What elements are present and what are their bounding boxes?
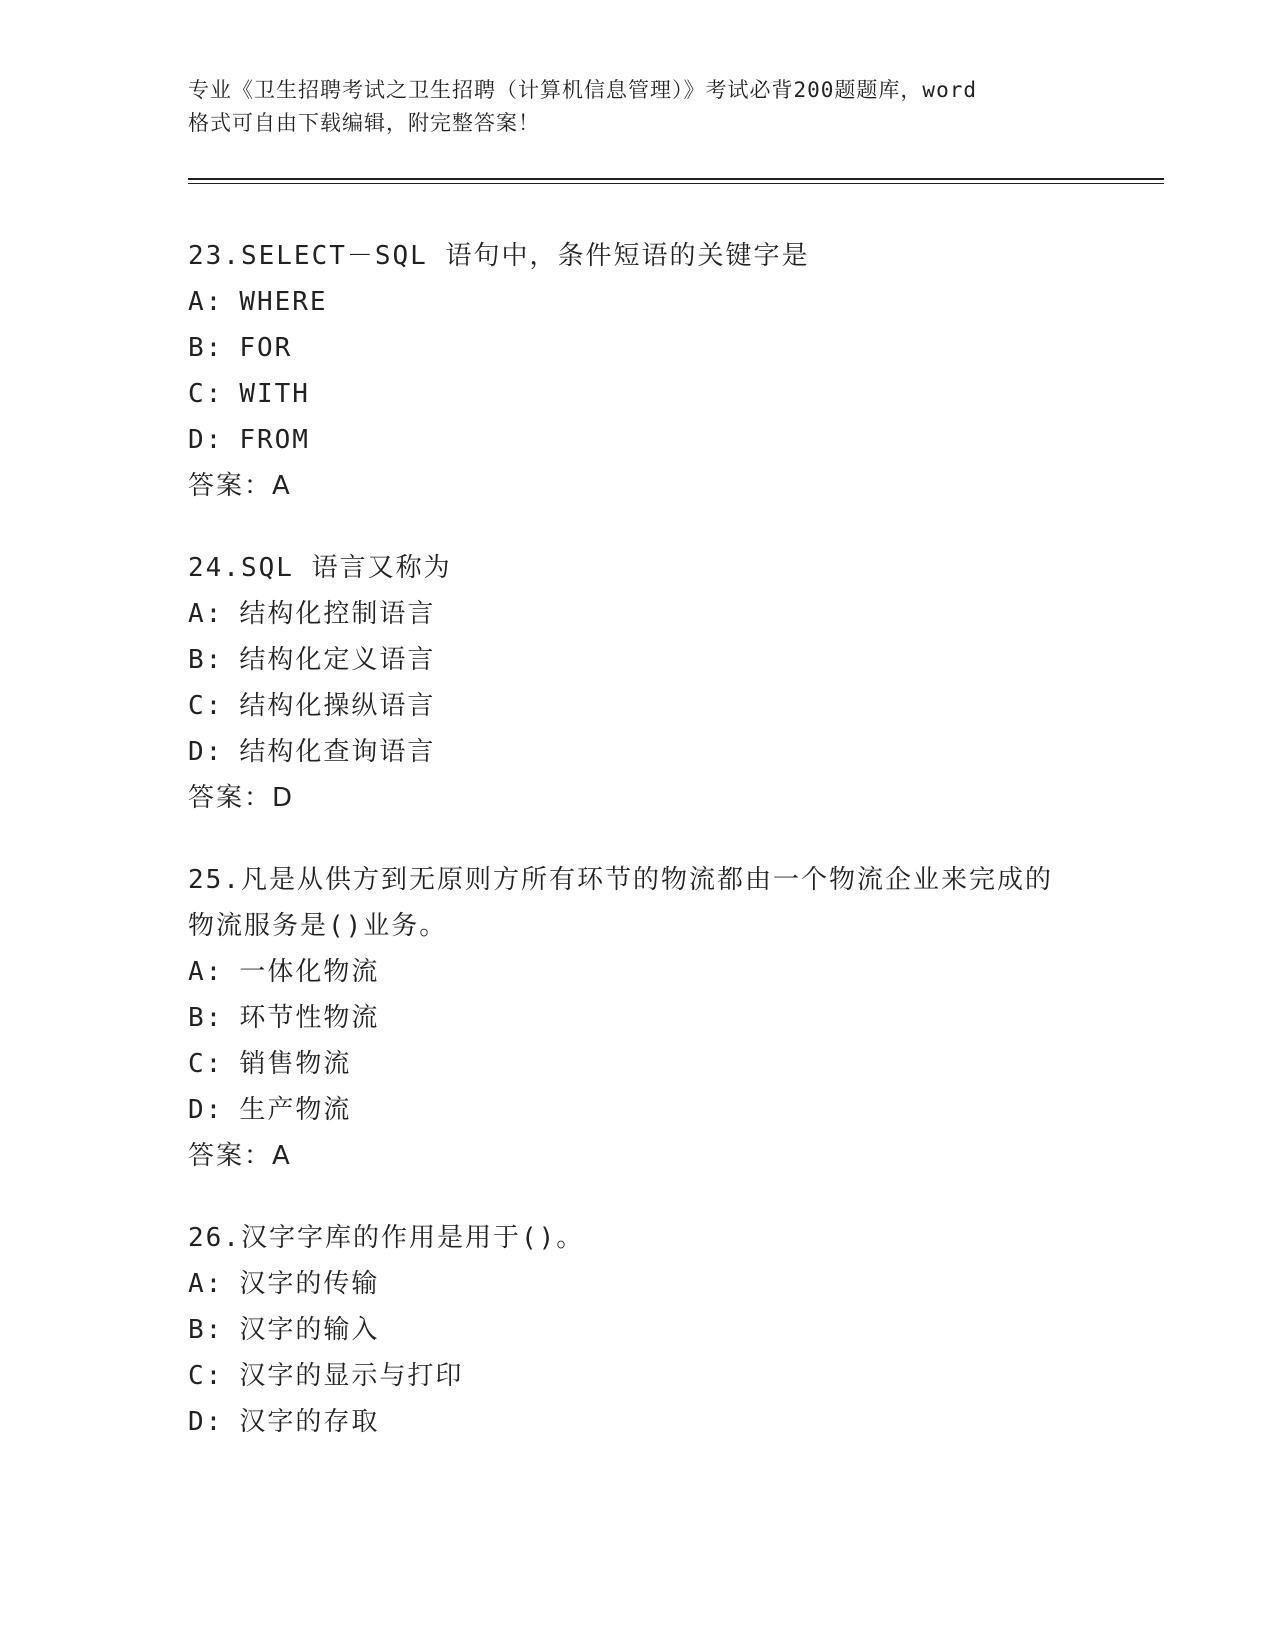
answer-text: 答案：D — [188, 783, 295, 813]
option-b — [188, 325, 1088, 371]
option-text: FOR — [239, 333, 293, 363]
answer-text: 答案：A — [188, 471, 292, 501]
answer-text: 答案：A — [188, 1141, 292, 1171]
option-text: FROM — [239, 425, 310, 455]
option-text: 汉字的存取 — [239, 1407, 380, 1437]
option-letter: C: — [188, 379, 224, 409]
option-letter: D: — [188, 425, 224, 455]
question-text-continued: 物流服务是()业务。 — [188, 911, 448, 941]
header-divider-thin — [188, 183, 1164, 184]
option-b — [188, 1307, 1088, 1353]
option-letter: C: — [188, 691, 224, 721]
question-text: 24.SQL 语言又称为 — [188, 553, 452, 583]
option-letter: A: — [188, 1269, 224, 1299]
option-text: 销售物流 — [239, 1049, 352, 1079]
option-d — [188, 1399, 1088, 1445]
option-text: WITH — [239, 379, 310, 409]
option-letter: A: — [188, 287, 224, 317]
header-line-2: 格式可自由下载编辑，附完整答案！ — [188, 111, 540, 135]
option-letter: C: — [188, 1361, 224, 1391]
option-text: 汉字的显示与打印 — [239, 1361, 464, 1391]
option-text: 结构化操纵语言 — [239, 691, 436, 721]
option-letter: C: — [188, 1049, 224, 1079]
option-letter: A: — [188, 599, 224, 629]
option-letter: B: — [188, 1315, 224, 1345]
option-a — [188, 279, 1088, 325]
option-a — [188, 949, 1088, 995]
option-text: 一体化物流 — [239, 957, 380, 987]
question-24 — [188, 545, 1088, 821]
question-text: 23.SELECT－SQL 语句中，条件短语的关键字是 — [188, 241, 810, 271]
option-letter: D: — [188, 737, 224, 767]
question-25 — [188, 857, 1088, 1179]
question-list — [188, 233, 1088, 1481]
option-text: 结构化定义语言 — [239, 645, 436, 675]
option-d — [188, 417, 1088, 463]
option-text: 汉字的传输 — [239, 1269, 380, 1299]
option-text: WHERE — [239, 287, 328, 317]
option-b — [188, 637, 1088, 683]
header-line-1: 专业《卫生招聘考试之卫生招聘（计算机信息管理）》考试必背200题题库，word — [188, 78, 977, 102]
option-letter: B: — [188, 333, 224, 363]
option-d — [188, 1087, 1088, 1133]
question-23 — [188, 233, 1088, 509]
option-d — [188, 729, 1088, 775]
option-text: 生产物流 — [239, 1095, 352, 1125]
option-text: 环节性物流 — [239, 1003, 380, 1033]
option-a — [188, 1261, 1088, 1307]
option-c — [188, 683, 1088, 729]
option-letter: A: — [188, 957, 224, 987]
option-c — [188, 1041, 1088, 1087]
option-letter: D: — [188, 1407, 224, 1437]
option-text: 汉字的输入 — [239, 1315, 380, 1345]
option-c — [188, 371, 1088, 417]
option-letter: B: — [188, 645, 224, 675]
option-c — [188, 1353, 1088, 1399]
option-text: 结构化控制语言 — [239, 599, 436, 629]
question-26 — [188, 1215, 1088, 1445]
header-divider-thick — [188, 178, 1164, 180]
question-text: 26.汉字字库的作用是用于()。 — [188, 1223, 585, 1253]
option-letter: D: — [188, 1095, 224, 1125]
document-header — [188, 74, 1088, 140]
question-text: 25.凡是从供方到无原则方所有环节的物流都由一个物流企业来完成的 — [188, 865, 1053, 895]
option-text: 结构化查询语言 — [239, 737, 436, 767]
option-b — [188, 995, 1088, 1041]
option-letter: B: — [188, 1003, 224, 1033]
option-a — [188, 591, 1088, 637]
